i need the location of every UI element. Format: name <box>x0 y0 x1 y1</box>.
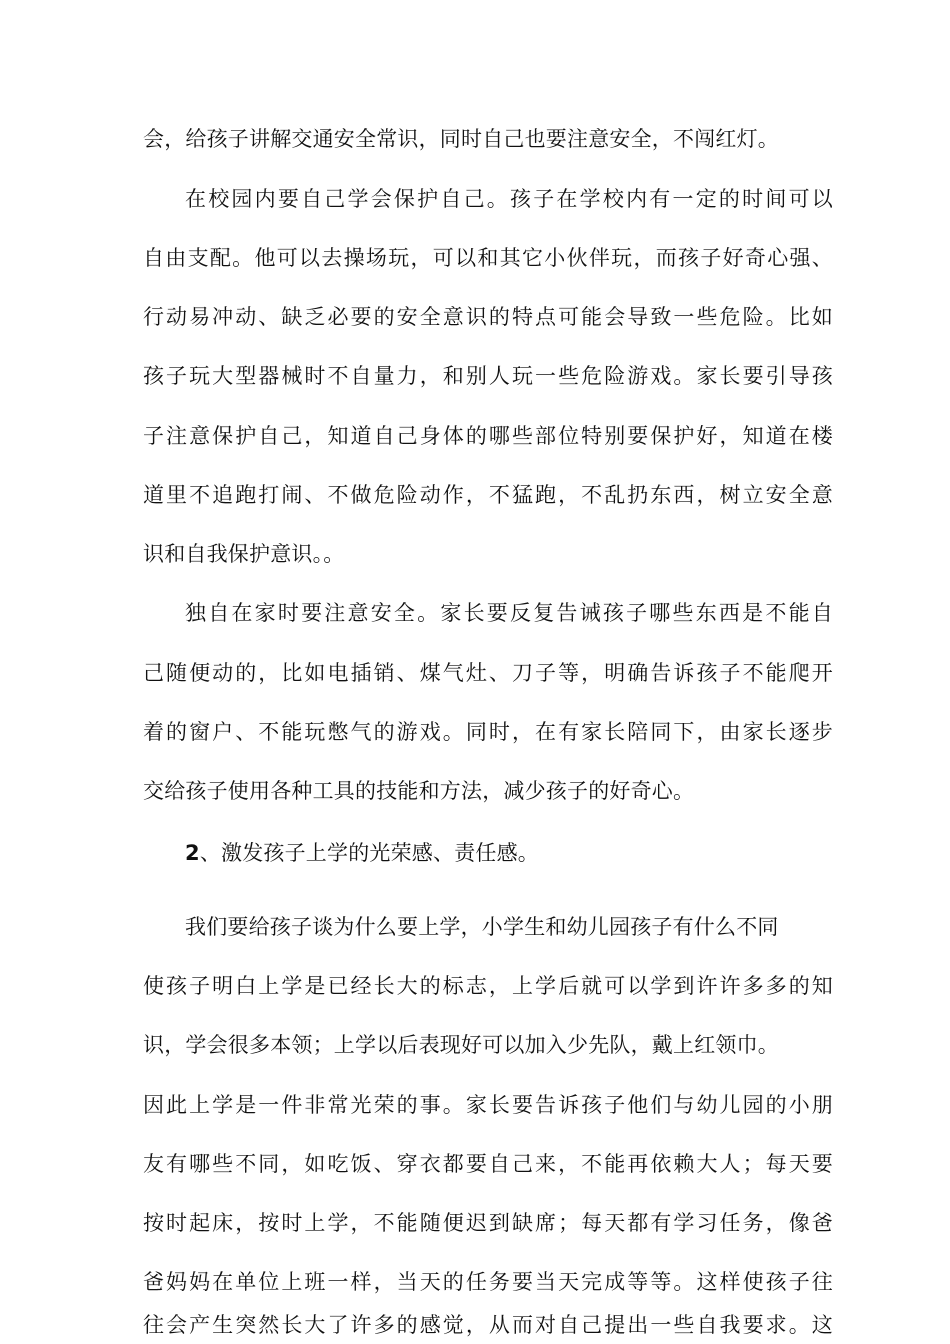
paragraph-line: 按时起床，按时上学，不能随便迟到缺席；每天都有学习任务，像爸 <box>143 1211 833 1235</box>
section-heading <box>185 838 833 868</box>
paragraph-line: 着的窗户、不能玩憋气的游戏。同时，在有家长陪同下，由家长逐步 <box>143 720 833 744</box>
paragraph-line: 自由支配。他可以去操场玩，可以和其它小伙伴玩，而孩子好奇心强、 <box>143 246 833 270</box>
paragraph-line: 使孩子明白上学是已经长大的标志，上学后就可以学到许许多多的知 <box>143 974 833 998</box>
paragraph-line: 交给孩子使用各种工具的技能和方法，减少孩子的好奇心。 <box>143 779 695 803</box>
paragraph-line: 爸妈妈在单位上班一样，当天的任务要当天完成等等。这样使孩子往 <box>143 1270 833 1294</box>
paragraph-line: 识和自我保护意识。。 <box>143 542 345 566</box>
paragraph-line: 我们要给孩子谈为什么要上学，小学生和幼儿园孩子有什么不同 <box>185 915 779 939</box>
paragraph-line: 子注意保护自己，知道自己身体的哪些部位特别要保护好，知道在楼 <box>143 424 833 448</box>
paragraph-line: 己随便动的，比如电插销、煤气灶、刀子等，明确告诉孩子不能爬开 <box>143 661 833 685</box>
paragraph-line: 识，学会很多本领；上学以后表现好可以加入少先队，戴上红领巾。 <box>143 1033 779 1057</box>
paragraph-line: 友有哪些不同，如吃饭、穿衣都要自己来，不能再依赖大人；每天要 <box>143 1152 833 1176</box>
paragraph-line: 在校园内要自己学会保护自己。孩子在学校内有一定的时间可以 <box>185 187 833 211</box>
heading-number: 2 <box>185 841 200 865</box>
paragraph-line: 道里不追跑打闹、不做危险动作，不猛跑，不乱扔东西，树立安全意 <box>143 483 833 507</box>
paragraph-line: 孩子玩大型器械时不自量力，和别人玩一些危险游戏。家长要引导孩 <box>143 364 833 388</box>
paragraph-line: 往会产生突然长大了许多的感觉，从而对自己提出一些自我要求。这 <box>143 1313 833 1337</box>
heading-text: 、激发孩子上学的光荣感、责任感。 <box>199 841 540 865</box>
paragraph-line: 因此上学是一件非常光荣的事。家长要告诉孩子他们与幼儿园的小朋 <box>143 1093 833 1117</box>
paragraph-line: 会，给孩子讲解交通安全常识，同时自己也要注意安全，不闯红灯。 <box>143 127 779 151</box>
paragraph-line: 独自在家时要注意安全。家长要反复告诫孩子哪些东西是不能自 <box>185 601 833 625</box>
paragraph-line: 行动易冲动、缺乏必要的安全意识的特点可能会导致一些危险。比如 <box>143 305 833 329</box>
